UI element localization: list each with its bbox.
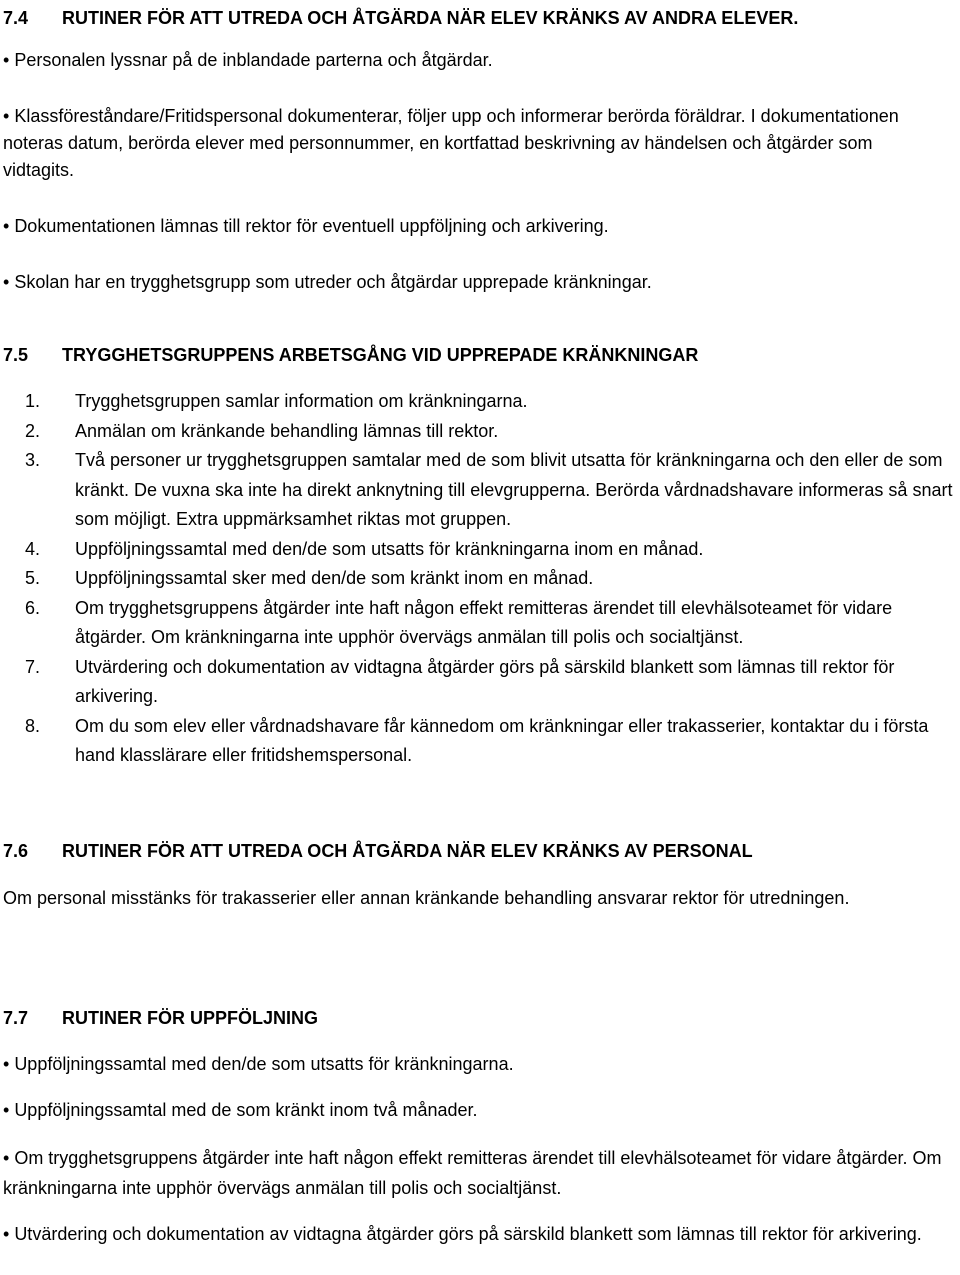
list-item (3, 417, 957, 447)
section-number: 7.5 (3, 345, 29, 365)
section-7-4-heading (3, 6, 798, 30)
numbered-list (3, 387, 957, 771)
list-item (3, 387, 957, 417)
section-title: RUTINER FÖR UPPFÖLJNING (62, 1008, 319, 1028)
list-text: Två personer ur trygghetsgruppen samtalar med de som blivit utsatta för kränkningarna och den eller de som kränkt. De vuxna ska inte ha direkt anknytning till elevgrupperna. Berörda vårdnadshavare informeras så snart som möjligt. Extra uppmärksamhet riktas mot gruppen. (75, 450, 953, 529)
bullet-item: • Klassföreståndare/Fritidspersonal dokumenterar, följer upp och informerar berörda föräldrar. I dokumentationen noteras datum, berörda elever med personnummer, en kortfattad beskrivning av händelsen och åtgärder som vidtagits. (3, 103, 948, 184)
list-number: 8. (24, 715, 40, 736)
list-item (3, 653, 957, 712)
bullet-item: • Utvärdering och dokumentation av vidtagna åtgärder görs på särskild blankett som lämnas till rektor för arkivering. (3, 1219, 948, 1249)
bullet-item: • Skolan har en trygghetsgrupp som utreder och åtgärdar upprepade kränkningar. (3, 269, 957, 296)
section-7-7-heading (3, 1006, 318, 1030)
list-number: 7. (24, 656, 40, 677)
list-item (3, 594, 957, 653)
list-number: 6. (24, 597, 40, 618)
list-text: Anmälan om kränkande behandling lämnas till rektor. (75, 420, 499, 441)
section-title: TRYGGHETSGRUPPENS ARBETSGÅNG VID UPPREPADE KRÄNKNINGAR (62, 345, 699, 365)
bullet-item: • Dokumentationen lämnas till rektor för eventuell uppföljning och arkivering. (3, 213, 957, 240)
section-title: RUTINER FÖR ATT UTREDA OCH ÅTGÄRDA NÄR ELEV KRÄNKS AV ANDRA ELEVER. (62, 8, 799, 28)
list-number: 3. (24, 450, 40, 470)
section-7-6-text: Om personal misstänks för trakasserier eller annan kränkande behandling ansvarar rektor för utredningen. (3, 888, 850, 908)
section-number: 7.6 (3, 841, 29, 861)
section-number: 7.7 (3, 1008, 29, 1028)
list-item (3, 535, 957, 565)
bullet-item: • Uppföljningssamtal med de som kränkt inom två månader. (3, 1097, 957, 1124)
section-number: 7.4 (3, 8, 29, 28)
list-item (3, 446, 957, 535)
list-text: Uppföljningssamtal med den/de som utsatts för kränkningarna inom en månad. (75, 538, 704, 559)
list-text: Utvärdering och dokumentation av vidtagna åtgärder görs på särskild blankett som lämnas till rektor för arkivering. (75, 656, 895, 706)
bullet-item: • Uppföljningssamtal med den/de som utsatts för kränkningarna. (3, 1051, 957, 1078)
section-title: RUTINER FÖR ATT UTREDA OCH ÅTGÄRDA NÄR ELEV KRÄNKS AV PERSONAL (62, 841, 753, 861)
list-text: Om du som elev eller vårdnadshavare får kännedom om kränkningar eller trakasserier, kontaktar du i första hand klasslärare eller fritidshemspersonal. (75, 715, 929, 765)
list-number: 1. (24, 391, 40, 411)
list-text: Uppföljningssamtal sker med den/de som kränkt inom en månad. (75, 568, 594, 588)
list-number: 4. (24, 538, 40, 559)
section-7-5-heading (3, 343, 698, 367)
list-number: 2. (24, 420, 40, 441)
list-text: Trygghetsgruppen samlar information om kränkningarna. (75, 391, 528, 411)
bullet-item: • Personalen lyssnar på de inblandade parterna och åtgärdar. (3, 47, 957, 74)
list-text: Om trygghetsgruppens åtgärder inte haft någon effekt remitteras ärendet till elevhälsoteamet för vidare åtgärder. Om kränkningarna inte upphör övervägs anmälan till polis och socialtjänst. (75, 597, 893, 647)
section-7-6-heading (3, 839, 753, 863)
bullet-item: • Om trygghetsgruppens åtgärder inte haft någon effekt remitteras ärendet till elevhälsoteamet för vidare åtgärder. Om kränkningarna inte upphör övervägs anmälan till polis och socialtjänst. (3, 1143, 948, 1203)
list-item (3, 564, 957, 594)
list-number: 5. (24, 568, 40, 588)
list-item (3, 712, 957, 771)
